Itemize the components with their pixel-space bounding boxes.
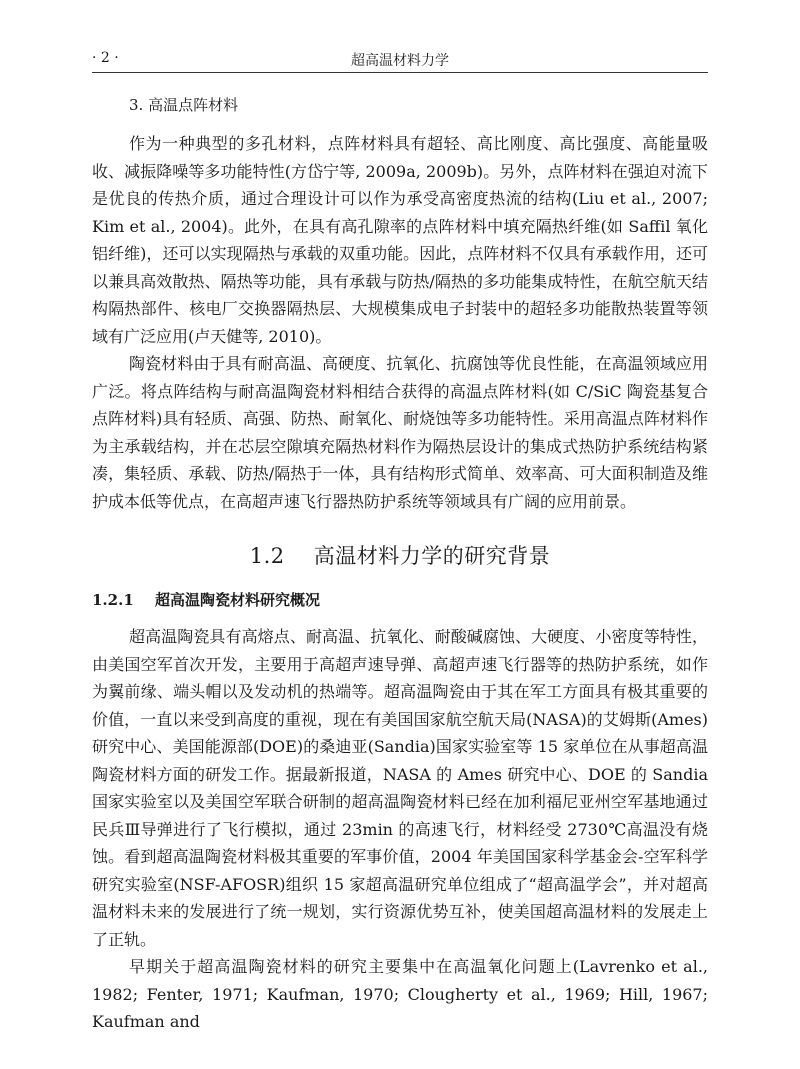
section-number: 1.2 xyxy=(249,544,285,568)
section-heading-lattice: 3. 高温点阵材料 xyxy=(129,96,239,114)
subsection-title: 超高温陶瓷材料研究概况 xyxy=(155,591,321,609)
page-number: · 2 · xyxy=(92,50,119,66)
body-paragraph: 早期关于超高温陶瓷材料的研究主要集中在高温氧化问题上(Lavrenko et al., 1982; Fenter, 1971; Kaufman, 1970; Clougherty et al., 1969; Hill, 1967; Kaufman and xyxy=(92,957,708,1031)
subsection-heading-1-2-1 xyxy=(92,589,708,611)
section-heading-1-2 xyxy=(92,541,708,571)
running-title: 超高温材料力学 xyxy=(351,53,449,69)
page-header xyxy=(92,50,708,73)
body-paragraph: 超高温陶瓷具有高熔点、耐高温、抗氧化、耐酸碱腐蚀、大硬度、小密度等特性，由美国空军首次开发，主要用于高超声速导弹、高超声速飞行器等的热防护系统，如作为翼前缘、端头帽以及发动机的热端等。超高温陶瓷由于其在军工方面具有极其重要的价值，一直以来受到高度的重视，现在有美国国家航空航天局(NASA)的艾姆斯(Ames)研究中心、美国能源部(DOE)的桑迪亚(Sandia)国家实验室等 15 家单位在从事超高温陶瓷材料方面的研发工作。据最新报道，NASA 的 Ames 研究中心、DOE 的 Sandia 国家实验室以及美国空军联合研制的超高温陶瓷材料已经在加利福尼亚州空军基地通过民兵Ⅲ导弹进行了飞行模拟，通过 23min 的高速飞行，材料经受 2730℃高温没有烧蚀。看到超高温陶瓷材料极其重要的军事价值，2004 年美国国家科学基金会-空军科学研究实验室(NSF-AFOSR)组织 15 家超高温研究单位组成了“超高温学会”，并对超高温材料未来的发展进行了统一规划，实行资源优势互补，使美国超高温材料的发展走上了正轨。 xyxy=(92,627,708,949)
section-title: 高温材料力学的研究背景 xyxy=(313,544,551,568)
body-paragraph: 陶瓷材料由于具有耐高温、高硬度、抗氧化、抗腐蚀等优良性能，在高温领域应用广泛。将点阵结构与耐高温陶瓷材料相结合获得的高温点阵材料(如 C/SiC 陶瓷基复合点阵材料)具有轻质、高强、防热、耐氧化、耐烧蚀等多功能特性。采用高温点阵材料作为主承载结构，并在芯层空隙填充隔热材料作为隔热层设计的集成式热防护系统结构紧凑，集轻质、承载、防热/隔热于一体，具有结构形式简单、效率高、可大面积制造及维护成本低等优点，在高超声速飞行器热防护系统等领域具有广阔的应用前景。 xyxy=(92,354,708,511)
page-body xyxy=(92,94,708,1036)
subsection-number: 1.2.1 xyxy=(92,591,134,609)
body-paragraph: 作为一种典型的多孔材料，点阵材料具有超轻、高比刚度、高比强度、高能量吸收、减振降噪等多功能特性(方岱宁等, 2009a, 2009b)。另外，点阵材料在强迫对流下是优良的传热介质，通过合理设计可以作为承受高密度热流的结构(Liu et al., 2007; Kim et al., 2004)。此外，在具有高孔隙率的点阵材料中填充隔热纤维(如 Saffil 氧化铝纤维)，还可以实现隔热与承载的双重功能。因此，点阵材料不仅具有承载作用，还可以兼具高效散热、隔热等功能，具有承载与防热/隔热的多功能集成特性，在航空航天结构隔热部件、核电厂交换器隔热层、大规模集成电子封装中的超轻多功能散热装置等领域有广泛应用(卢天健等, 2010)。 xyxy=(92,134,708,346)
